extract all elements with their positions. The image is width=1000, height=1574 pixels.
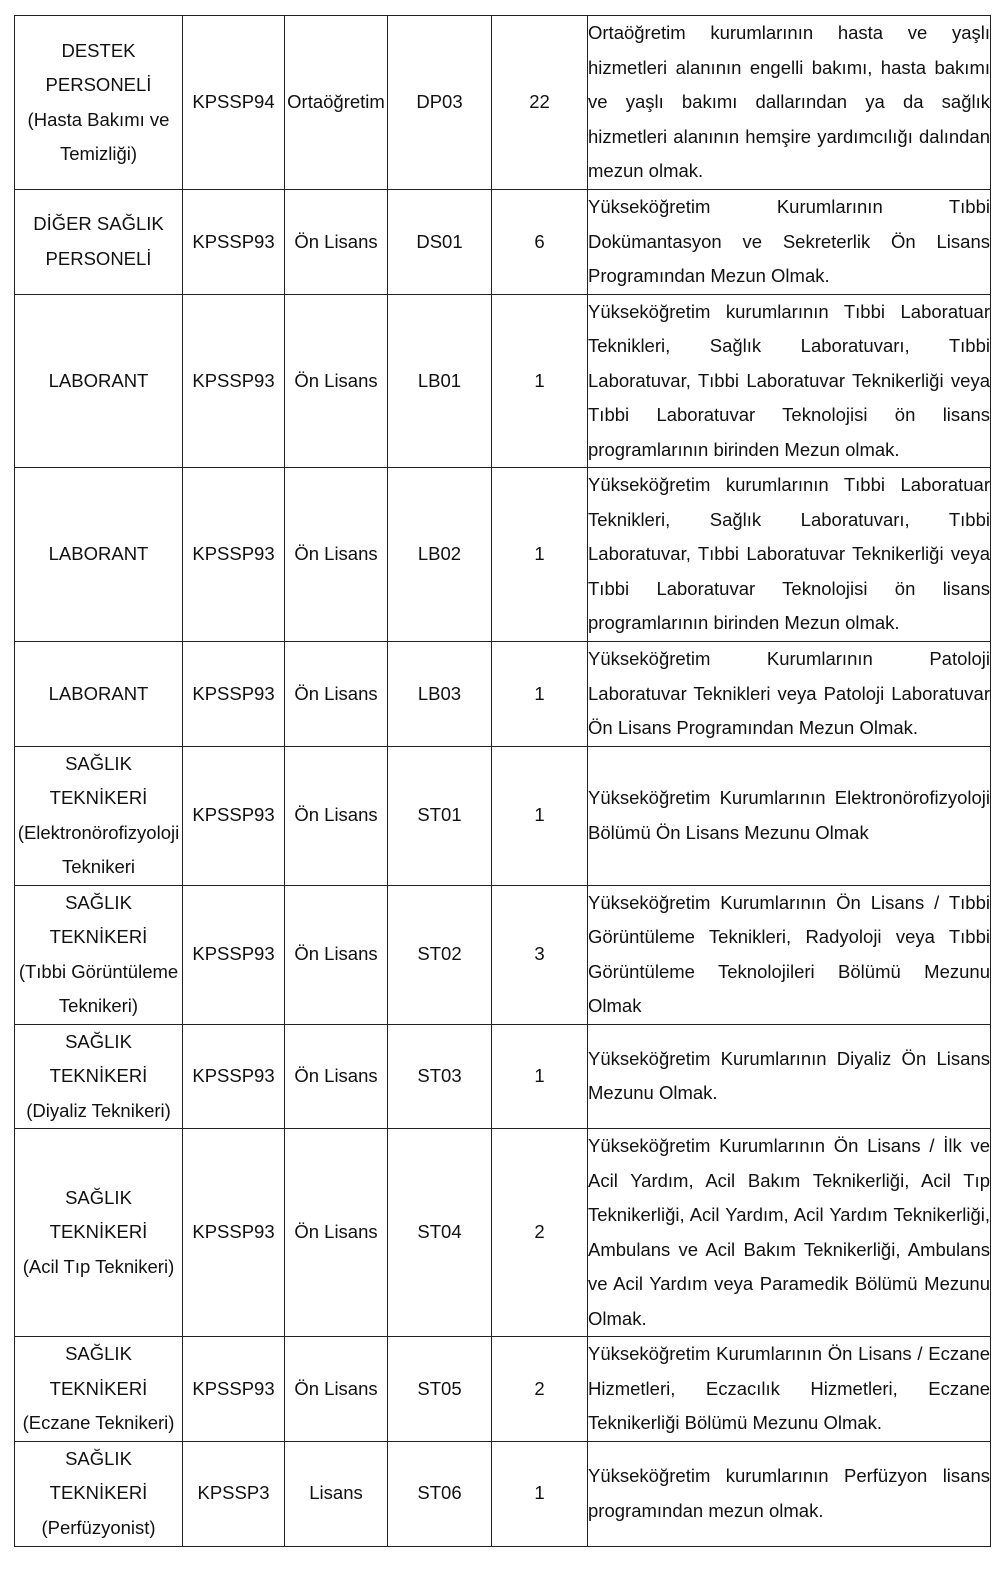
requirement-text: Yükseköğretim Kurumlarının Ön Lisans / Tıbbi Görüntüleme Teknikleri, Radyoloji veya Tıbbi Görüntüleme Teknolojileri Bölümü Mezunu Olmak [588, 891, 990, 1016]
position-title-cell [15, 1129, 183, 1337]
position-title-line: SAĞLIK [65, 1186, 132, 1208]
requirement-cell [588, 1129, 991, 1337]
position-title-line: TEKNİKERİ [49, 1065, 148, 1086]
position-title-line: (Diyaliz Teknikeri) [26, 1099, 171, 1121]
education-level-cell: Ortaöğretim [285, 16, 388, 190]
position-code-cell: ST04 [388, 1129, 492, 1337]
position-title-cell [15, 642, 183, 747]
education-level-cell: Ön Lisans [285, 746, 388, 885]
position-count-cell: 1 [492, 1024, 588, 1129]
position-title-line: DİĞER SAĞLIK [33, 213, 164, 235]
education-level-cell: Ön Lisans [285, 642, 388, 747]
requirement-text: Yükseköğretim kurumlarının Perfüzyon lisans programından mezun olmak. [588, 1465, 990, 1521]
score-type-cell: KPSSP93 [183, 294, 285, 468]
position-title-line: Temizliği) [59, 143, 138, 164]
position-title-line: SAĞLIK [65, 891, 132, 913]
position-title-line: (Perfüzyonist) [41, 1516, 156, 1538]
table-row [15, 1024, 991, 1129]
requirement-cell [588, 1441, 991, 1546]
education-level-cell: Ön Lisans [285, 294, 388, 468]
position-title-line: LABORANT [48, 369, 149, 391]
position-title-line: LABORANT [48, 682, 149, 704]
score-type-cell: KPSSP93 [183, 1129, 285, 1337]
requirement-cell [588, 885, 991, 1024]
position-code-cell: DS01 [388, 190, 492, 295]
positions-table [14, 15, 991, 1547]
requirement-text: Yükseköğretim Kurumlarının Elektronörofizyoloji Bölümü Ön Lisans Mezunu Olmak [588, 787, 990, 843]
score-type-cell: KPSSP93 [183, 190, 285, 295]
position-code-cell: ST06 [388, 1441, 492, 1546]
position-count-cell: 1 [492, 642, 588, 747]
position-title-line: TEKNİKERİ [49, 1482, 148, 1504]
position-count-cell: 3 [492, 885, 588, 1024]
position-code-cell: ST02 [388, 885, 492, 1024]
position-code-cell: LB01 [388, 294, 492, 468]
score-type-cell: KPSSP3 [183, 1441, 285, 1546]
position-title-line: SAĞLIK [65, 752, 132, 774]
position-count-cell: 6 [492, 190, 588, 295]
requirement-cell [588, 190, 991, 295]
score-type-cell: KPSSP93 [183, 746, 285, 885]
table-row [15, 1337, 991, 1442]
score-type-cell: KPSSP93 [183, 468, 285, 642]
positions-table-body [15, 16, 991, 1547]
position-title-line: SAĞLIK [65, 1447, 132, 1469]
position-count-cell: 2 [492, 1129, 588, 1337]
table-row [15, 746, 991, 885]
requirement-text: Yükseköğretim kurumlarının Tıbbi Laboratuar Teknikleri, Sağlık Laboratuvarı, Tıbbi Laboratuvar, Tıbbi Laboratuvar Teknikerliği veya Tıbbi Laboratuvar Teknolojisi ön lisans programlarının birinden Mezun olmak. [588, 474, 990, 634]
position-title-line: (Eczane Teknikeri) [22, 1412, 175, 1433]
position-title-line: PERSONELİ [45, 247, 152, 269]
requirement-cell [588, 16, 991, 190]
position-title-line: (Tıbbi Görüntüleme [18, 960, 179, 982]
position-title-cell [15, 190, 183, 295]
requirement-cell [588, 642, 991, 747]
requirement-cell [588, 468, 991, 642]
table-row [15, 1441, 991, 1546]
table-row [15, 294, 991, 468]
table-row [15, 642, 991, 747]
position-code-cell: ST01 [388, 746, 492, 885]
position-count-cell: 1 [492, 468, 588, 642]
position-title-cell [15, 468, 183, 642]
table-row [15, 885, 991, 1024]
score-type-cell: KPSSP93 [183, 1337, 285, 1442]
position-title-cell [15, 885, 183, 1024]
education-level-cell: Ön Lisans [285, 885, 388, 1024]
requirement-text: Yükseköğretim Kurumlarının Tıbbi Dokümantasyon ve Sekreterlik Ön Lisans Programından Mezun Olmak. [588, 196, 990, 286]
education-level-cell: Ön Lisans [285, 468, 388, 642]
score-type-cell: KPSSP93 [183, 885, 285, 1024]
score-type-cell: KPSSP93 [183, 642, 285, 747]
position-title-line: (Hasta Bakımı ve [27, 108, 170, 130]
score-type-cell: KPSSP93 [183, 1024, 285, 1129]
position-code-cell: LB02 [388, 468, 492, 642]
position-title-line: Teknikeri) [58, 995, 139, 1016]
requirement-text: Yükseköğretim kurumlarının Tıbbi Laboratuar Teknikleri, Sağlık Laboratuvarı, Tıbbi Laboratuvar, Tıbbi Laboratuvar Teknikerliği veya Tıbbi Laboratuvar Teknolojisi ön lisans programlarının birinden Mezun olmak. [588, 300, 990, 460]
requirement-text: Yükseköğretim Kurumlarının Diyaliz Ön Lisans Mezunu Olmak. [588, 1047, 990, 1104]
education-level-cell: Ön Lisans [285, 1129, 388, 1337]
position-title-cell [15, 294, 183, 468]
position-code-cell: ST03 [388, 1024, 492, 1129]
score-type-cell: KPSSP94 [183, 16, 285, 190]
position-code-cell: DP03 [388, 16, 492, 190]
requirement-cell [588, 1024, 991, 1129]
position-title-line: SAĞLIK [65, 1343, 132, 1364]
requirement-text: Yükseköğretim Kurumlarının Patoloji Laboratuvar Teknikleri veya Patoloji Laboratuvar Ön Lisans Programından Mezun Olmak. [588, 648, 990, 738]
requirement-cell [588, 1337, 991, 1442]
table-row [15, 1129, 991, 1337]
position-title-line: TEKNİKERİ [49, 1221, 148, 1243]
education-level-cell: Ön Lisans [285, 1024, 388, 1129]
position-title-line: DESTEK [61, 39, 136, 61]
position-count-cell: 22 [492, 16, 588, 190]
position-code-cell: LB03 [388, 642, 492, 747]
position-title-line: PERSONELİ [45, 74, 152, 95]
position-count-cell: 1 [492, 746, 588, 885]
education-level-cell: Ön Lisans [285, 1337, 388, 1442]
position-title-line: LABORANT [48, 543, 149, 565]
table-row [15, 468, 991, 642]
position-title-line: TEKNİKERİ [49, 787, 148, 808]
position-title-line: TEKNİKERİ [49, 926, 148, 947]
requirement-cell [588, 746, 991, 885]
table-row [15, 16, 991, 190]
position-count-cell: 1 [492, 1441, 588, 1546]
position-count-cell: 1 [492, 294, 588, 468]
position-title-cell [15, 1441, 183, 1546]
education-level-cell: Ön Lisans [285, 190, 388, 295]
position-title-cell [15, 16, 183, 190]
requirement-text: Ortaöğretim kurumlarının hasta ve yaşlı hizmetleri alanının engelli bakımı, hasta bakımı ve yaşlı bakımı dallarından ya da sağlık hizmetleri alanının hemşire yardımcılığı dalından mezun olmak. [588, 22, 990, 182]
position-title-line: SAĞLIK [65, 1030, 132, 1052]
position-count-cell: 2 [492, 1337, 588, 1442]
position-title-line: (Acil Tıp Teknikeri) [22, 1255, 175, 1277]
position-title-line: (Elektronörofizyoloji [17, 821, 180, 843]
position-title-cell [15, 1337, 183, 1442]
position-title-line: TEKNİKERİ [49, 1377, 148, 1399]
requirement-text: Yükseköğretim Kurumlarının Ön Lisans / İlk ve Acil Yardım, Acil Bakım Teknikerliği, Acil Tıp Teknikerliği, Acil Yardım, Acil Yardım Teknikerliği, Ambulans ve Acil Bakım Teknikerliği, Ambulans ve Acil Yardım veya Paramedik Bölümü Mezunu Olmak. [588, 1135, 990, 1329]
position-title-cell [15, 1024, 183, 1129]
position-code-cell: ST05 [388, 1337, 492, 1442]
position-title-line: Teknikeri [62, 856, 135, 877]
requirement-cell [588, 294, 991, 468]
requirement-text: Yükseköğretim Kurumlarının Ön Lisans / Eczane Hizmetleri, Eczacılık Hizmetleri, Eczane Teknikerliği Bölümü Mezunu Olmak. [588, 1343, 990, 1433]
education-level-cell: Lisans [285, 1441, 388, 1546]
table-row [15, 190, 991, 295]
position-title-cell [15, 746, 183, 885]
